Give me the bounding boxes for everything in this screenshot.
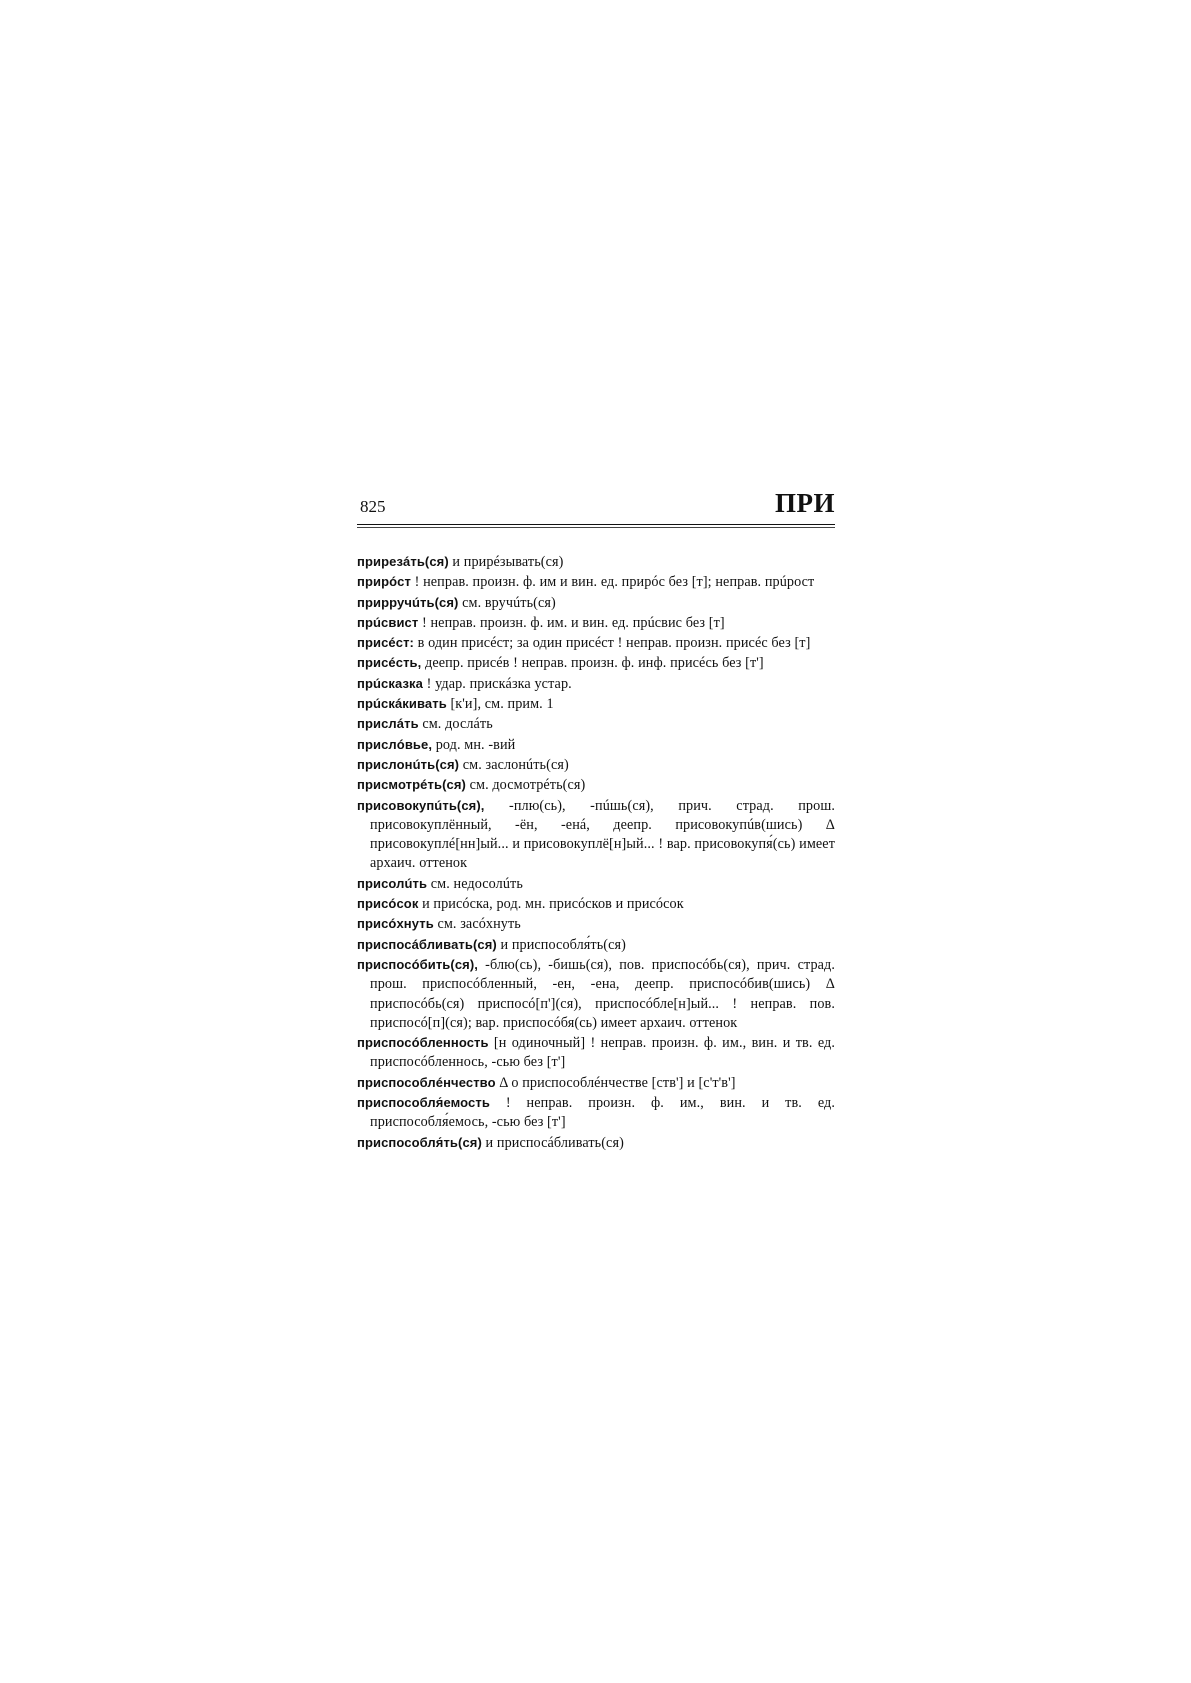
header-rule: [357, 524, 835, 525]
entry-headword: присéсть,: [357, 655, 422, 671]
dictionary-entry: [357, 1093, 835, 1133]
dictionary-entry: [357, 572, 835, 592]
dictionary-entry: [357, 894, 835, 914]
entry-definition: см. засóхнуть: [433, 916, 521, 933]
entry-definition: род. мн. -вий: [432, 736, 516, 753]
entry-headword: присмотрéть(ся): [357, 777, 466, 793]
dictionary-entry: [357, 935, 835, 955]
dictionary-entry: [357, 735, 835, 755]
entry-definition: и присóска, род. мн. присóсков и присóсок: [418, 896, 684, 913]
entry-headword: прúскáкивать: [357, 696, 447, 712]
entry-definition: см. досмотрéть(ся): [465, 777, 586, 794]
entry-headword: приспособля́ть(ся): [357, 1134, 482, 1150]
dictionary-entries: [357, 552, 835, 1153]
entry-headword: прислóвье,: [357, 736, 433, 752]
dictionary-entry: [357, 955, 835, 1033]
dictionary-entry: [357, 1133, 835, 1153]
dictionary-entry: [357, 714, 835, 734]
dictionary-entry: [357, 775, 835, 795]
entry-headword: прúсказка: [357, 675, 423, 691]
dictionary-entry: [357, 755, 835, 775]
dictionary-page: [357, 488, 835, 1151]
running-head: ПРИ: [775, 488, 835, 518]
entry-definition: -блю(сь), -бишь(ся), пов. приспосóбь(ся), прич. страд. прош. приспосóбленный, -ен, -ена, деепр. приспосóбив(шись) Δ приспосóбь(ся) приспосó[п'](ся), приспосóбле[н]ый... ! неправ. пов. приспосó[п](ся); вар. приспосóбя(сь) имеет архаич. оттенок: [370, 956, 835, 1031]
entry-definition: и приспосáбливать(ся): [481, 1134, 624, 1151]
entry-definition: и прирéзывать(ся): [448, 554, 564, 570]
entry-definition: см. недосолúть: [427, 875, 523, 892]
entry-headword: прислáть: [357, 716, 419, 732]
dictionary-entry: [357, 593, 835, 613]
entry-definition: ! неправ. произн. ф. им. и вин. ед. прúсвис без [т]: [418, 614, 725, 631]
page-number: 825: [360, 497, 386, 516]
entry-headword: присóхнуть: [357, 916, 434, 932]
dictionary-entry: [357, 796, 835, 874]
entry-headword: прúсвист: [357, 614, 419, 630]
entry-headword: прирезáть(ся): [357, 554, 449, 569]
entry-headword: приспосóбить(ся),: [357, 956, 478, 972]
entry-definition: ! неправ. произн. ф. им и вин. ед. прирóс без [т]; неправ. прúрост: [410, 574, 815, 591]
entry-headword: прирручúть(ся): [357, 594, 459, 610]
dictionary-entry: [357, 1033, 835, 1073]
entry-headword: приспосóбленность: [357, 1035, 489, 1051]
dictionary-entry: [357, 633, 835, 653]
entry-definition: ! удар. прискáзка устар.: [422, 675, 572, 692]
dictionary-entry: [357, 874, 835, 894]
entry-headword: присéст:: [357, 635, 414, 651]
entry-headword: присовокупúть(ся),: [357, 797, 485, 813]
entry-definition: см. дослáть: [418, 716, 493, 733]
entry-definition: [к'и], см. прим. 1: [446, 696, 554, 713]
entry-definition: деепр. присéв ! неправ. произн. ф. инф. присéсь без [т']: [421, 655, 764, 672]
header-rule-thin: [357, 527, 835, 528]
dictionary-entry: [357, 1073, 835, 1093]
entry-headword: приспособля́емость: [357, 1095, 490, 1111]
dictionary-entry: [357, 613, 835, 633]
dictionary-entry: [357, 674, 835, 694]
entry-definition: -плю(сь), -пúшь(ся), прич. страд. прош. присовокуплённый, -ён, -енá, деепр. присовокупúв(шись) Δ присовокуплé[нн]ый... и присовокуплё[н]ый... ! вар. присовокупя́(сь) имеет архаич. оттенок: [370, 797, 835, 872]
dictionary-entry: [357, 914, 835, 934]
entry-definition: см. вручúть(ся): [458, 594, 556, 611]
entry-headword: прирóст: [357, 574, 411, 590]
page-header: [357, 488, 835, 524]
entry-headword: приспосáбливать(ся): [357, 936, 497, 952]
entry-headword: присолúть: [357, 875, 428, 891]
entry-definition: Δ о приспособлéнчестве [ств'] и [с'т'в']: [495, 1074, 736, 1091]
entry-headword: приспособлéнчество: [357, 1074, 496, 1090]
entry-headword: присóсок: [357, 896, 419, 912]
dictionary-entry: [357, 552, 835, 572]
entry-headword: прислонúть(ся): [357, 756, 460, 772]
entry-definition: в один присéст; за один присéст ! неправ. произн. присéс без [т]: [413, 635, 811, 652]
dictionary-entry: [357, 653, 835, 673]
dictionary-entry: [357, 694, 835, 714]
entry-definition: и приспособля́ть(ся): [496, 936, 626, 953]
entry-definition: ! неправ. произн. ф. им., вин. и тв. ед. приспособля́емось, -сью без [т']: [370, 1095, 835, 1131]
entry-definition: см. заслонúть(ся): [459, 756, 569, 773]
entry-definition: [н одиночный] ! неправ. произн. ф. им., вин. и тв. ед. приспосóбленнось, -сью без [т']: [370, 1035, 835, 1071]
